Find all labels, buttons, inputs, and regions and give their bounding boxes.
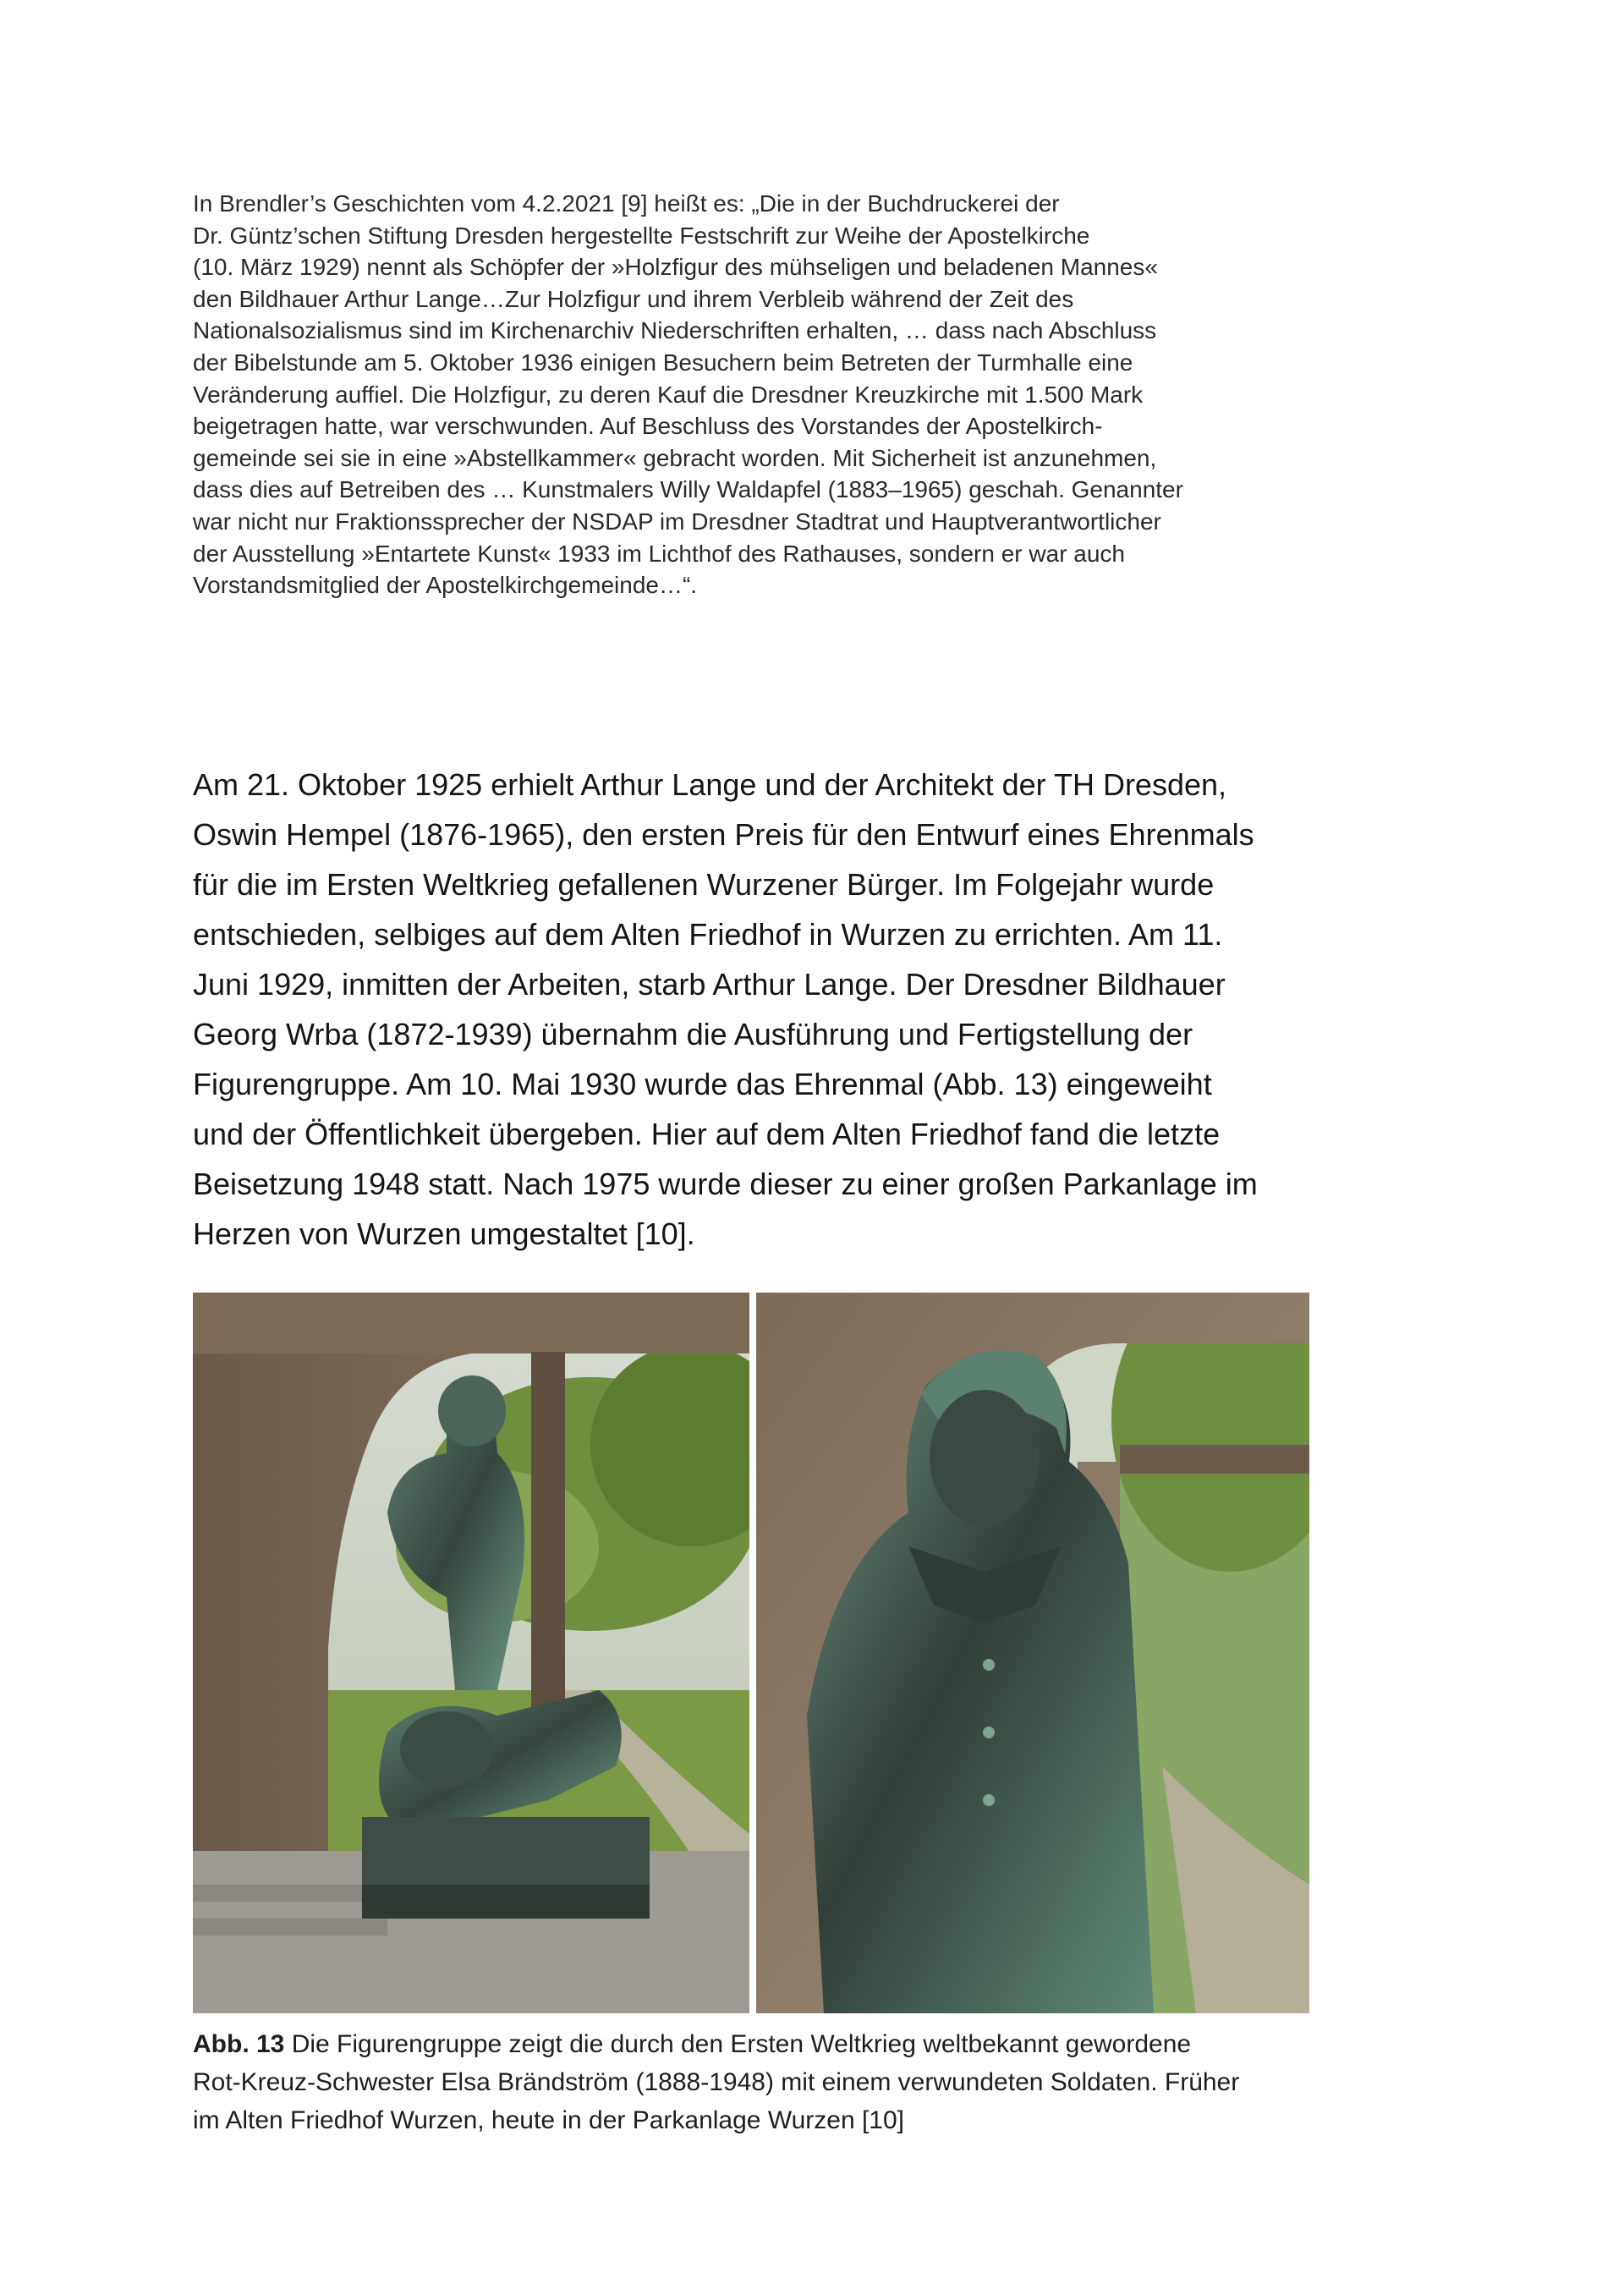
figure-photos bbox=[193, 1293, 1309, 2013]
paragraph-line: entschieden, selbiges auf dem Alten Friedhof in Wurzen zu errichten. Am 11. bbox=[193, 917, 1223, 952]
quote-line: (10. März 1929) nennt als Schöpfer der »Holzfigur des mühseligen und beladenen Mannes« bbox=[193, 254, 1158, 281]
quote-block bbox=[193, 188, 1445, 601]
paragraph-line: und der Öffentlichkeit übergeben. Hier auf dem Alten Friedhof fand die letzte bbox=[193, 1117, 1221, 1151]
caption-line: im Alten Friedhof Wurzen, heute in der Parkanlage Wurzen [10] bbox=[193, 2106, 905, 2134]
main-paragraph bbox=[193, 760, 1462, 1259]
paragraph-line: Figurengruppe. Am 10. Mai 1930 wurde das Ehrenmal (Abb. 13) eingeweiht bbox=[193, 1067, 1212, 1101]
caption-line: Rot-Kreuz-Schwester Elsa Brändström (1888-1948) mit einem verwundeten Soldaten. Früher bbox=[193, 2068, 1240, 2096]
paragraph-line: Herzen von Wurzen umgestaltet [10]. bbox=[193, 1216, 695, 1251]
quote-line: dass dies auf Betreiben des … Kunstmalers Willy Waldapfel (1883–1965) geschah. Genannter bbox=[193, 476, 1183, 503]
quote-line: der Ausstellung »Entartete Kunst« 1933 im Lichthof des Rathauses, sondern er war auch bbox=[193, 540, 1126, 567]
quote-line: der Bibelstunde am 5. Oktober 1936 einigen Besuchern beim Betreten der Turmhalle eine bbox=[193, 349, 1133, 376]
quote-line: In Brendler’s Geschichten vom 4.2.2021 [9] heißt es: „Die in der Buchdruckerei der bbox=[193, 190, 1060, 217]
caption-line bbox=[193, 2025, 1462, 2063]
quote-line: den Bildhauer Arthur Lange…Zur Holzfigur und ihrem Verbleib während der Zeit des bbox=[193, 285, 1074, 312]
quote-line: beigetragen hatte, war verschwunden. Auf Beschluss des Vorstandes der Apostelkirch- bbox=[193, 413, 1103, 440]
figure-caption bbox=[193, 2025, 1462, 2139]
quote-line: gemeinde sei sie in eine »Abstellkammer« gebracht worden. Mit Sicherheit ist anzunehmen, bbox=[193, 444, 1157, 471]
figure-label: Abb. 13 bbox=[193, 2030, 285, 2058]
quote-line: Dr. Güntz’schen Stiftung Dresden hergestellte Festschrift zur Weihe der Apostelkirche bbox=[193, 222, 1090, 249]
paragraph-line: für die im Ersten Weltkrieg gefallenen Wurzener Bürger. Im Folgejahr wurde bbox=[193, 867, 1215, 902]
paragraph-line: Oswin Hempel (1876-1965), den ersten Preis für den Entwurf eines Ehrenmals bbox=[193, 817, 1254, 852]
paragraph-line: Georg Wrba (1872-1939) übernahm die Ausführung und Fertigstellung der bbox=[193, 1017, 1193, 1051]
quote-line: Veränderung auffiel. Die Holzfigur, zu deren Kauf die Dresdner Kreuzkirche mit 1.500 Mark bbox=[193, 381, 1144, 408]
photo-sculpture-group bbox=[193, 1293, 749, 2013]
paragraph-line: Am 21. Oktober 1925 erhielt Arthur Lange und der Architekt der TH Dresden, bbox=[193, 767, 1227, 802]
paragraph-line: Juni 1929, inmitten der Arbeiten, starb Arthur Lange. Der Dresdner Bildhauer bbox=[193, 967, 1226, 1002]
photo-nurse-closeup bbox=[756, 1293, 1309, 2013]
caption-text: Die Figurengruppe zeigt die durch den Ersten Weltkrieg weltbekannt gewordene bbox=[284, 2030, 1192, 2058]
quote-line: war nicht nur Fraktionssprecher der NSDAP im Dresdner Stadtrat und Hauptverantwortlicher bbox=[193, 508, 1161, 535]
quote-line: Nationalsozialismus sind im Kirchenarchiv Niederschriften erhalten, … dass nach Abschluss bbox=[193, 317, 1157, 344]
paragraph-line: Beisetzung 1948 statt. Nach 1975 wurde dieser zu einer großen Parkanlage im bbox=[193, 1167, 1258, 1201]
quote-line: Vorstandsmitglied der Apostelkirchgemeinde…“. bbox=[193, 572, 698, 599]
